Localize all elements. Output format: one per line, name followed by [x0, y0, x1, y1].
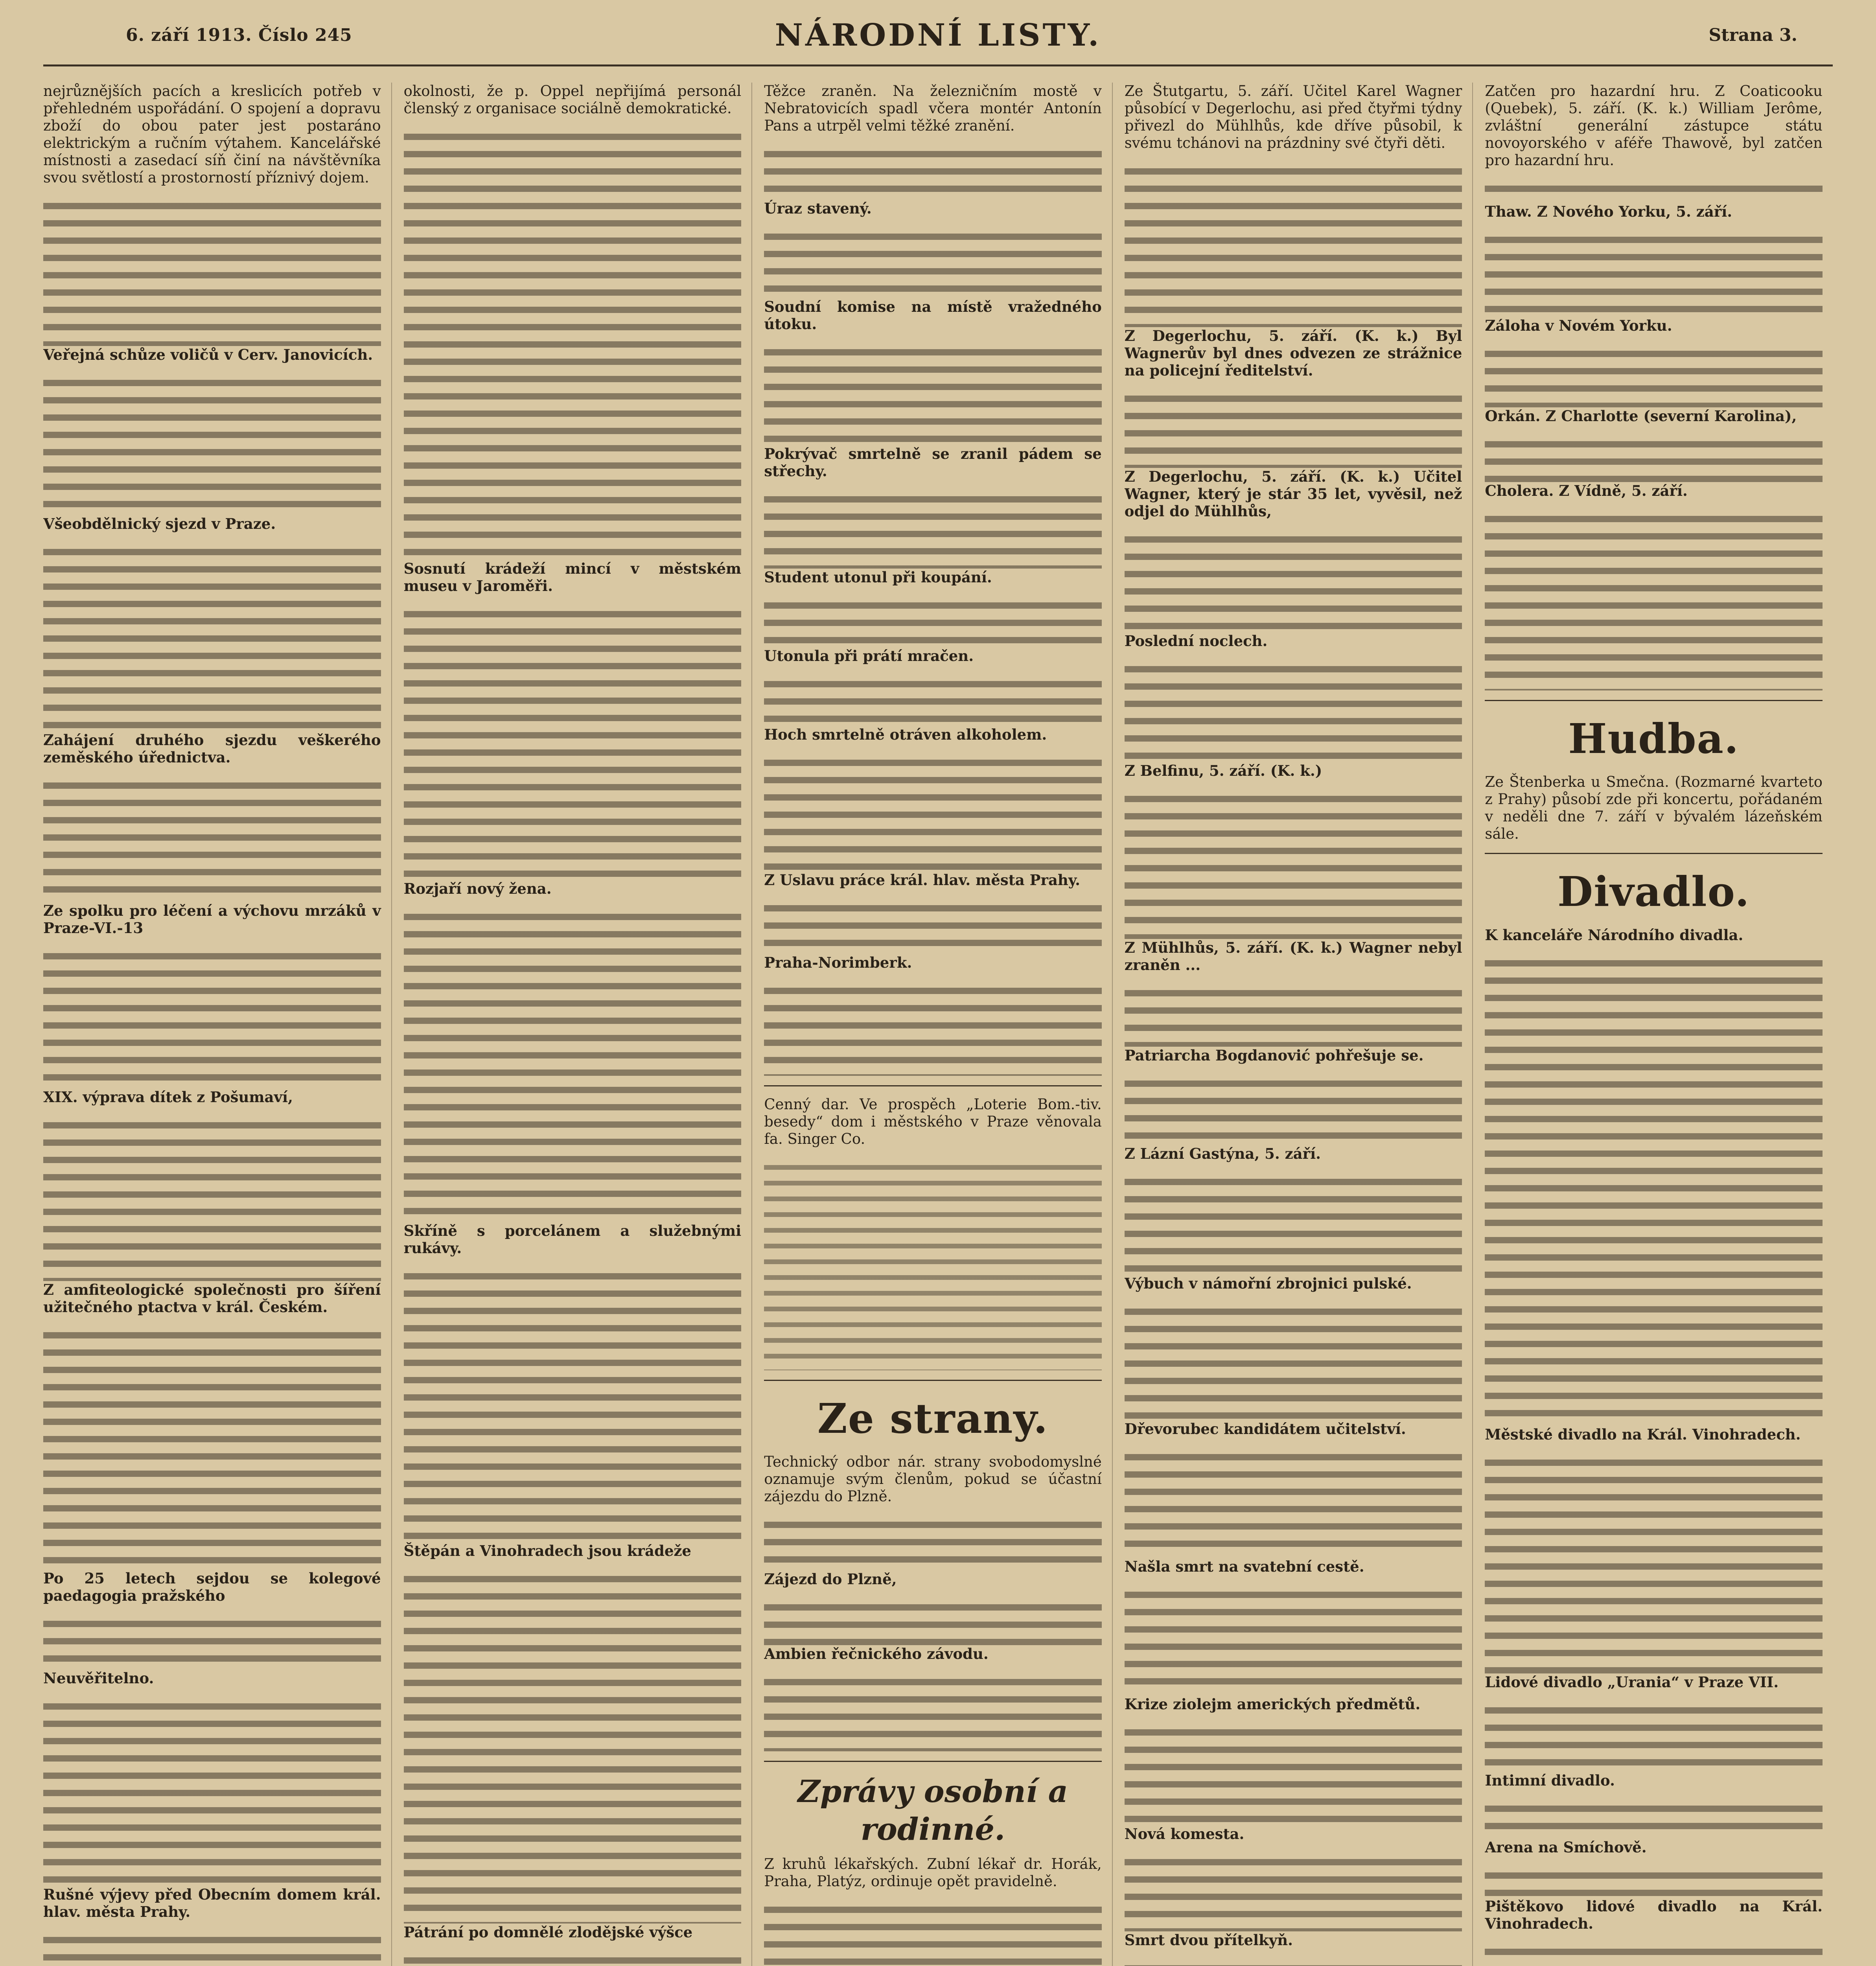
text-block	[1485, 179, 1823, 203]
column-3	[764, 83, 1113, 1966]
text-block	[1485, 435, 1823, 482]
text-block	[764, 490, 1102, 569]
text-block	[764, 343, 1102, 445]
article-heading: Rozjaří nový žena.	[403, 880, 552, 897]
text-block	[1485, 510, 1823, 690]
column-5	[1485, 83, 1833, 1966]
article-heading: Nová komesta.	[1124, 1825, 1245, 1843]
article-heading: Z Degerlochu, 5. září. (K. k.) Učitel Wagner, který je stár 35 let, vyvěsil, než odjel do Mühlhůs,	[1124, 468, 1462, 520]
article-heading: Dřevorubec kandidátem učitelství.	[1124, 1420, 1406, 1438]
text-block	[1485, 1453, 1823, 1673]
article-heading: Sosnutí krádeží mincí v městském museu v Jaroměři.	[403, 560, 742, 595]
article-heading: Neuvěřitelno.	[43, 1670, 154, 1687]
text-block	[1125, 530, 1462, 632]
article-heading: Arena na Smíchově.	[1485, 1839, 1647, 1856]
divider	[764, 1085, 1102, 1086]
article-heading: Rušné výjevy před Obecním domem král. hlav. města Prahy.	[43, 1886, 381, 1920]
text-block	[1125, 1173, 1462, 1275]
text-block	[764, 1673, 1102, 1751]
article-heading: Pokrývač smrtelně se zranil pádem se střechy.	[764, 445, 1102, 480]
divider	[764, 1761, 1102, 1762]
text-block	[764, 1158, 1102, 1370]
text-block	[1485, 1701, 1823, 1772]
text-block	[764, 675, 1102, 726]
article-heading: Záloha v Novém Yorku.	[1485, 317, 1672, 334]
text-block	[404, 908, 742, 1222]
article-heading: Štěpán a Vinohradech jsou krádeže	[403, 1542, 691, 1559]
article-heading: Po 25 letech sejdou se kolegové paedagogia pražského	[43, 1570, 381, 1604]
divider	[764, 1380, 1102, 1381]
text-block	[1485, 1799, 1823, 1839]
article-heading: Praha-Norimberk.	[764, 954, 912, 971]
text-block	[764, 145, 1102, 200]
section-heading-hudba: Hudba.	[1568, 714, 1740, 763]
notice-text: Cenný dar. Ve prospěch „Loterie Bom.-tiv. besedy“ dom i městského v Praze věnovala fa. Singer Co.	[764, 1096, 1102, 1147]
text-block	[404, 127, 742, 560]
article-heading: Thaw. Z Nového Yorku, 5. září.	[1485, 203, 1732, 220]
article-heading: Z Degerlochu, 5. září. (K. k.) Byl Wagnerův byl dnes odvezen ze strážnice na policejní ředitelství.	[1124, 327, 1462, 379]
text-block	[43, 1614, 381, 1670]
article-heading: Veřejná schůze voličů v Cerv. Janovicích.	[43, 346, 373, 363]
article-heading: Městské divadlo na Král. Vinohradech.	[1485, 1426, 1801, 1443]
article-heading: Z Lázní Gastýna, 5. září.	[1124, 1145, 1321, 1162]
article-heading: Výbuch v námořní zbrojnici pulské.	[1124, 1275, 1412, 1292]
issue-date: 6. září 1913. Číslo 245	[126, 25, 352, 45]
divider	[1485, 700, 1823, 701]
article-text: okolnosti, že p. Oppel nepřijímá personál členský z organisace sociálně demokratické.	[403, 83, 742, 117]
text-block	[764, 899, 1102, 954]
article-heading: Úraz stavený.	[764, 200, 872, 217]
text-block	[43, 1931, 381, 1966]
text-block	[1125, 389, 1462, 468]
article-text: Z kruhů lékařských. Zubní lékař dr. Horák, Praha, Platýz, ordinuje opět pravidelně.	[764, 1856, 1102, 1890]
article-heading: K kanceláře Národního divadla.	[1485, 926, 1743, 944]
text-block	[43, 776, 381, 902]
column-1	[43, 83, 392, 1966]
article-heading: Ambien řečnického závodu.	[764, 1645, 989, 1662]
article-heading: Krize ziolejm amerických předmětů.	[1124, 1695, 1421, 1713]
article-text: nejrůznějších pacích a kreslicích potřeb v přehledném uspořádání. O spojení a dopravu zboží do obou pater jest postaráno elektrickým a ručním výtahem. Kancelářské místnosti a zasedací síň činí na návštěvníka svou světlostí a prostorností příznivý dojem.	[43, 83, 381, 186]
article-heading: Pátrání po domnělé zlodějské výšce	[403, 1924, 693, 1941]
text-block	[1125, 1448, 1462, 1558]
newspaper-title: NÁRODNÍ LISTY.	[775, 17, 1101, 53]
section-heading-divadlo: Divadlo.	[1557, 867, 1750, 916]
text-block	[43, 1697, 381, 1886]
text-block	[1485, 344, 1823, 407]
article-heading: Smrt dvou přítelkyň.	[1124, 1931, 1293, 1949]
article-heading: Skříně s porcelánem a služebnými rukávy.	[403, 1222, 742, 1257]
article-heading: Z Uslavu práce král. hlav. města Prahy.	[764, 871, 1080, 889]
article-heading: Hoch smrtelně otráven alkoholem.	[764, 726, 1047, 743]
text-block	[1125, 984, 1462, 1047]
section-heading-strany: Ze strany.	[817, 1394, 1049, 1443]
text-block	[404, 605, 742, 880]
article-heading: Intimní divadlo.	[1485, 1772, 1615, 1789]
article-heading: Patriarcha Bogdanović pohřešuje se.	[1124, 1047, 1424, 1064]
page-number: Strana 3.	[1708, 25, 1797, 45]
article-columns	[43, 83, 1833, 1966]
article-heading: Pištěkovo lidové divadlo na Král. Vinohradech.	[1485, 1898, 1823, 1932]
article-heading: Orkán. Z Charlotte (severní Karolina),	[1485, 407, 1797, 425]
article-heading: Z Belfinu, 5. září. (K. k.)	[1124, 762, 1322, 779]
text-block	[1485, 1942, 1823, 1966]
article-heading: Z Mühlhůs, 5. září. (K. k.) Wagner nebyl zraněn ...	[1124, 939, 1462, 974]
article-heading: Lidové divadlo „Urania“ v Praze VII.	[1485, 1673, 1779, 1691]
text-block	[1125, 1302, 1462, 1420]
text-block	[764, 227, 1102, 298]
text-block	[1125, 1853, 1462, 1931]
text-block	[1125, 790, 1462, 939]
text-block	[43, 543, 381, 731]
divider	[1485, 853, 1823, 854]
text-block	[43, 374, 381, 515]
article-heading: Poslední noclech.	[1124, 632, 1268, 650]
article-text: Ze Štutgartu, 5. září. Učitel Karel Wagner působící v Degerlochu, asi před čtyřmi týdny přivezl do Mühlhůs, kde dříve působil, k svému tchánovi na prázdniny své čtyři děti.	[1124, 83, 1462, 151]
text-block	[1485, 230, 1823, 317]
article-heading: Ze spolku pro léčení a výchovu mrzáků v Praze-VI.-13	[43, 902, 381, 937]
article-heading: Zahájení druhého sjezdu veškerého zeměského úřednictva.	[43, 731, 381, 766]
text-block	[764, 1900, 1102, 1966]
text-block	[43, 1326, 381, 1570]
article-heading: Z amfiteologické společnosti pro šíření užitečného ptactva v král. Českém.	[43, 1281, 381, 1316]
text-block	[404, 1951, 742, 1966]
text-block	[1125, 1074, 1462, 1145]
article-heading: Student utonul při koupání.	[764, 569, 992, 586]
article-heading: Soudní komise na místě vražedného útoku.	[764, 298, 1102, 333]
text-block	[1125, 660, 1462, 762]
text-block	[764, 1515, 1102, 1570]
text-block	[764, 753, 1102, 871]
text-block	[404, 1570, 742, 1924]
article-heading: Všeobdělnický sjezd v Praze.	[43, 515, 276, 532]
text-block	[43, 947, 381, 1088]
text-block	[764, 981, 1102, 1076]
text-block	[404, 1267, 742, 1542]
text-block	[43, 197, 381, 346]
article-heading: Našla smrt na svatební cestě.	[1124, 1558, 1364, 1575]
text-block	[1125, 1723, 1462, 1825]
article-heading: Cholera. Z Vídně, 5. září.	[1485, 482, 1688, 499]
text-block	[764, 596, 1102, 647]
article-text: Ze Štenberka u Smečna. (Rozmarné kvarteto z Prahy) působí zde při koncertu, pořádaném v neděli dne 7. září v bývalém lázeňském sále.	[1485, 773, 1823, 842]
text-block	[1485, 954, 1823, 1426]
masthead	[43, 17, 1833, 66]
article-heading: XIX. výprava dítek z Pošumaví,	[43, 1088, 293, 1106]
article-text: Těžce zraněn. Na železničním mostě v Nebratovicích spadl včera montér Antonín Pans a utrpěl velmi těžké zranění.	[764, 83, 1102, 134]
article-text: Technický odbor nár. strany svobodomyslné oznamuje svým členům, pokud se účastní zájezdu do Plzně.	[764, 1453, 1102, 1505]
text-block	[1485, 1866, 1823, 1898]
text-block	[1125, 1585, 1462, 1695]
text-block	[43, 1116, 381, 1281]
section-heading-osobni: Zprávy osobní a rodinné.	[797, 1774, 1068, 1847]
article-heading: Zájezd do Plzně,	[764, 1570, 897, 1588]
column-2	[404, 83, 753, 1966]
column-4	[1125, 83, 1473, 1966]
article-heading: Utonula při prátí mračen.	[764, 647, 974, 665]
text-block	[1125, 162, 1462, 327]
text-block	[764, 1598, 1102, 1645]
text-block	[1125, 1959, 1462, 1966]
article-text: Zatčen pro hazardní hru. Z Coaticooku (Quebek), 5. září. (K. k.) William Jerôme, zvláštní generální zástupce státu novoyorského v aféře Thawově, byl zatčen pro hazardní hru.	[1485, 83, 1823, 169]
